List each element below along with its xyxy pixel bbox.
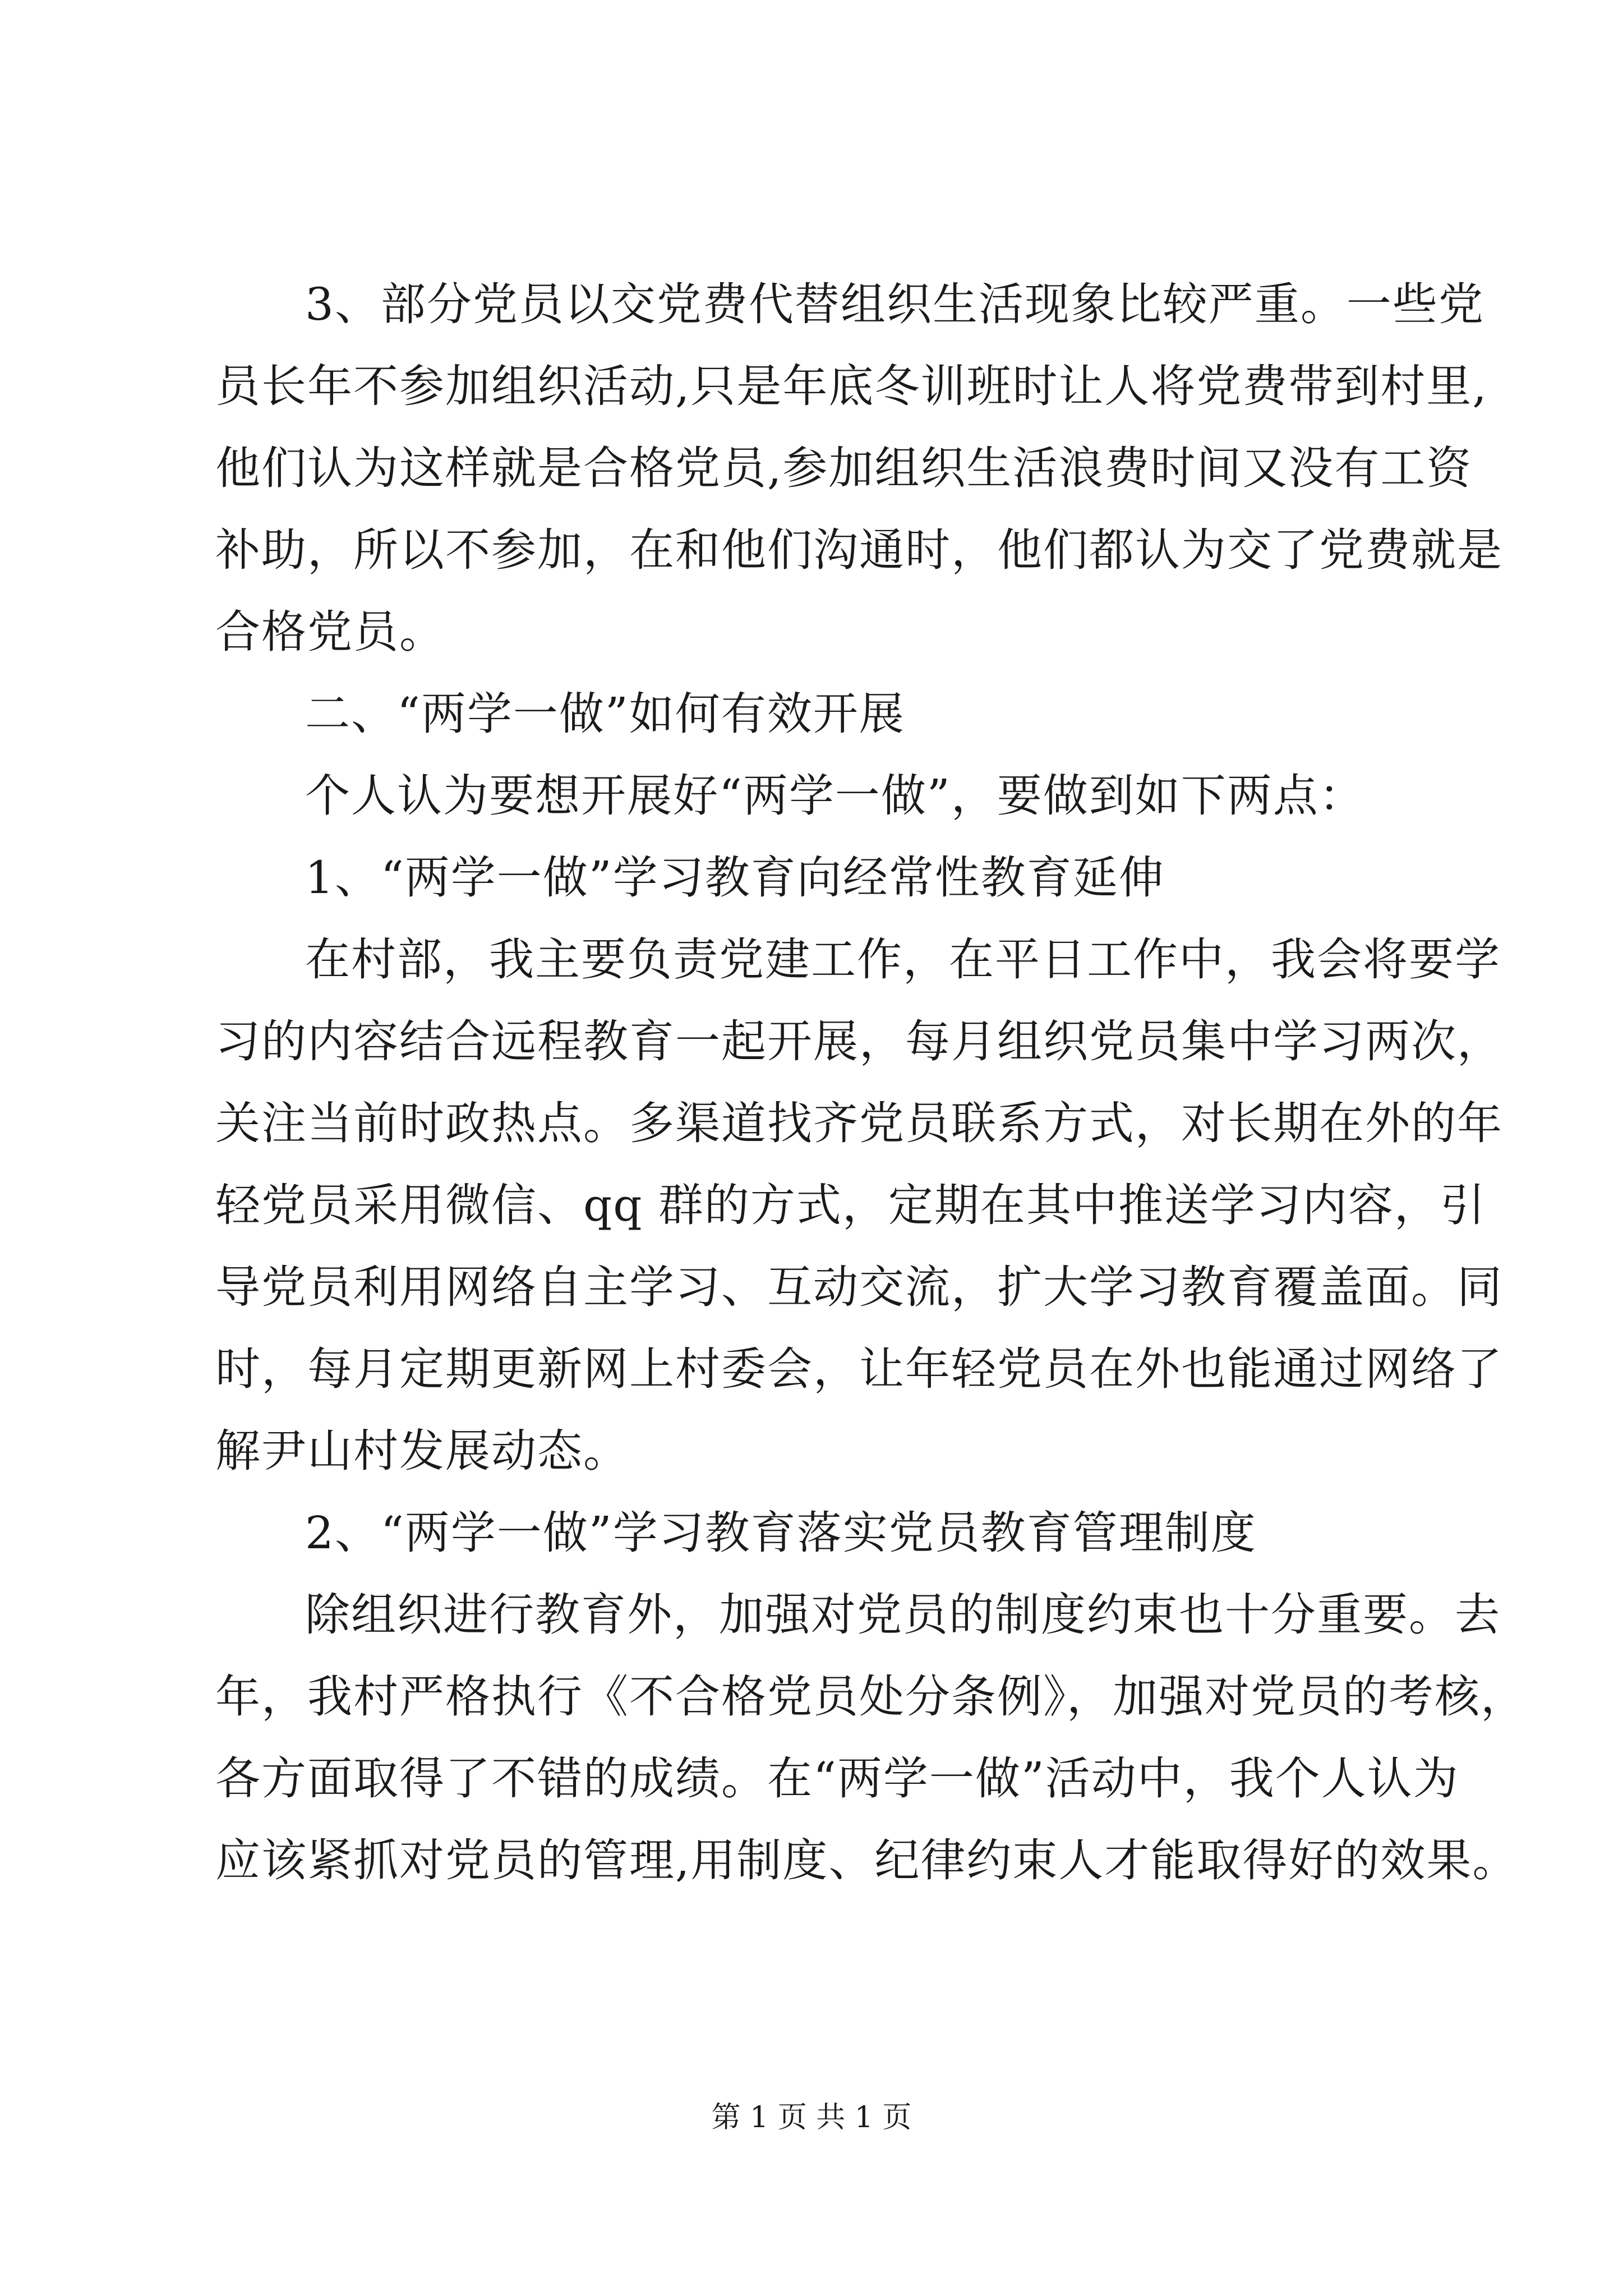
paragraph-line: 应该紧抓对党员的管理,用制度、纪律约束人才能取得好的效果。 (215, 1834, 1519, 1887)
paragraph-line: 3、部分党员以交党费代替组织生活现象比较严重。一些党 (305, 278, 1484, 330)
paragraph-line: 合格党员。 (215, 606, 445, 658)
paragraph-line: 员长年不参加组织活动,只是年底冬训班时让人将党费带到村里, (215, 360, 1488, 412)
paragraph-line: 解尹山村发展动态。 (215, 1425, 629, 1477)
paragraph-line: 各方面取得了不错的成绩。在“两学一做”活动中，我个人认为 (215, 1752, 1459, 1805)
paragraph-line: 年，我村严格执行《不合格党员处分条例》，加强对党员的考核， (215, 1671, 1527, 1723)
paragraph-line: 除组织进行教育外，加强对党员的制度约束也十分重要。去 (305, 1589, 1501, 1641)
section-heading: 二、“两学一做”如何有效开展 (305, 688, 905, 740)
paragraph-line: 时，每月定期更新网上村委会，让年轻党员在外也能通过网络了 (215, 1343, 1503, 1395)
paragraph-line: 在村部，我主要负责党建工作，在平日工作中，我会将要学 (305, 933, 1501, 986)
paragraph-line: 补助，所以不参加，在和他们沟通时，他们都认为交了党费就是 (215, 524, 1503, 576)
subsection-heading: 2、“两学一做”学习教育落实党员教育管理制度 (305, 1507, 1257, 1559)
subsection-heading: 1、“两学一做”学习教育向经常性教育延伸 (305, 852, 1165, 904)
document-body (215, 264, 1527, 1902)
paragraph-line: 关注当前时政热点。多渠道找齐党员联系方式，对长期在外的年 (215, 1097, 1503, 1149)
paragraph-line: 个人认为要想开展好“两学一做”，要做到如下两点： (305, 770, 1365, 822)
paragraph-line: 轻党员采用微信、qq 群的方式，定期在其中推送学习内容，引 (215, 1179, 1486, 1231)
paragraph-line: 导党员利用网络自主学习、互动交流，扩大学习教育覆盖面。同 (215, 1261, 1503, 1313)
page-number-footer: 第 1 页 共 1 页 (711, 2101, 912, 2134)
paragraph-line: 他们认为这样就是合格党员,参加组织生活浪费时间又没有工资 (215, 442, 1473, 494)
paragraph-line: 习的内容结合远程教育一起开展，每月组织党员集中学习两次， (215, 1015, 1503, 1068)
